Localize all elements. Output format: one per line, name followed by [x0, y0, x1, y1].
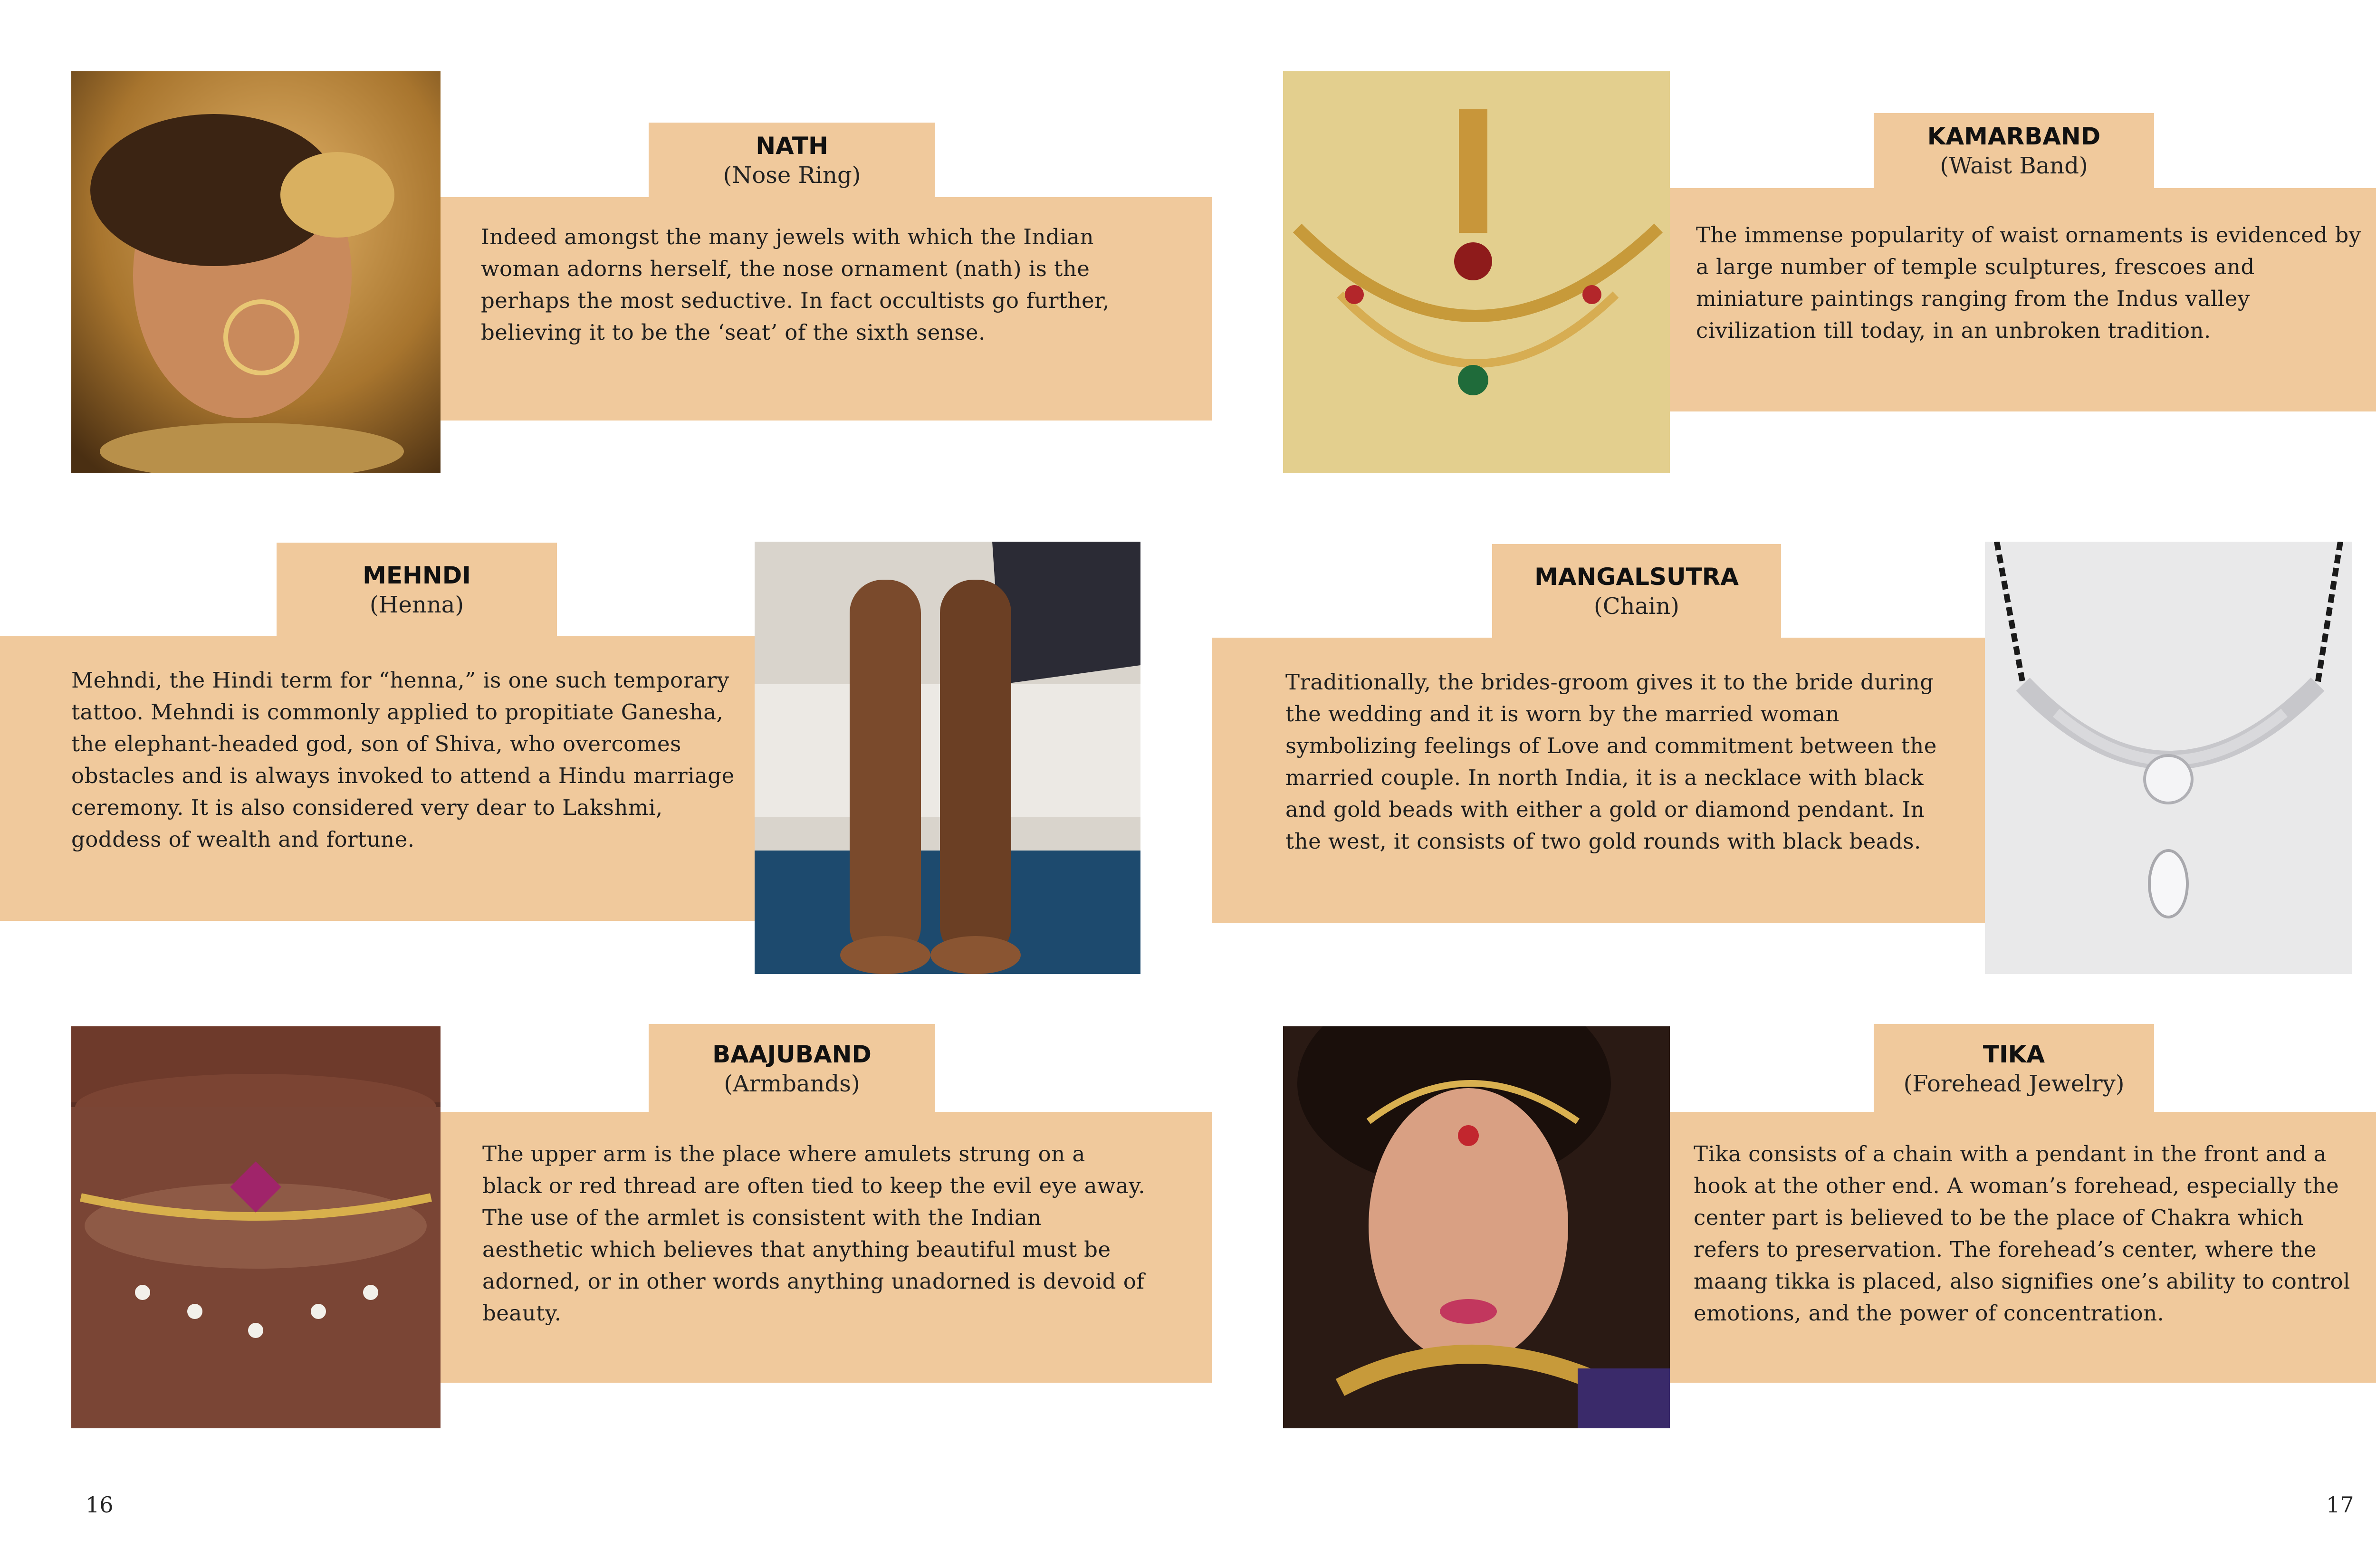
mangalsutra-text-panel	[1212, 638, 1985, 923]
mehndi-title-tab	[277, 543, 557, 638]
nath-photo	[71, 71, 441, 473]
nath-title: NATH	[756, 132, 828, 160]
mangalsutra-subtitle: (Chain)	[1594, 593, 1679, 620]
tika-text-panel	[1670, 1112, 2376, 1383]
kamarband-text-panel	[1670, 188, 2376, 411]
mangalsutra-title: MANGALSUTRA	[1534, 563, 1739, 591]
mehndi-text-panel	[0, 636, 755, 921]
mangalsutra-title-tab	[1492, 544, 1781, 639]
tika-body: Tika consists of a chain with a pendant in the front and a hook at the other end. A woman’s forehead, especially the center part is believed to be the place of Chakra which refers to preservation. The forehead’s center, where the maang tikka is placed, also signifies one’s ability to control emotions, and the power of concentration.	[1694, 1141, 2350, 1326]
kamarband-title-tab	[1874, 113, 2154, 189]
baajuband-text-panel	[441, 1112, 1212, 1383]
mangalsutra-body: Traditionally, the brides-groom gives it to the bride during the wedding and it is worn by the married woman symbolizing feelings of Love and commitment between the married couple. In north India, it is a necklace with black and gold beads with either a gold or diamond pendant. In the west, it consists of two gold rounds with black beads.	[1285, 669, 1937, 854]
tika-title: TIKA	[1983, 1040, 2045, 1068]
kamarband-photo	[1283, 71, 1670, 473]
kamarband-subtitle: (Waist Band)	[1940, 153, 2088, 180]
nath-body: Indeed amongst the many jewels with which the Indian woman adorns herself, the nose ornament (nath) is the perhaps the most seductive. In fact occultists go further, believing it to be the ‘seat’ of the sixth sense.	[481, 224, 1110, 345]
nath-title-tab	[649, 123, 935, 199]
baajuband-subtitle: (Armbands)	[724, 1071, 860, 1098]
page-number-right: 17	[2326, 1492, 2354, 1518]
nath-text-panel	[441, 197, 1212, 421]
page-number-left: 16	[86, 1492, 114, 1518]
nath-subtitle: (Nose Ring)	[723, 162, 861, 189]
baajuband-title: BAAJUBAND	[712, 1040, 872, 1068]
mehndi-body: Mehndi, the Hindi term for “henna,” is one such temporary tattoo. Mehndi is commonly applied to propitiate Ganesha, the elephant-headed god, son of Shiva, who overcomes obstacles and is always invoked to attend a Hindu marriage ceremony. It is also considered very dear to Lakshmi, goddess of wealth and fortune.	[71, 668, 735, 852]
baajuband-title-tab	[649, 1024, 935, 1114]
tika-title-tab	[1874, 1024, 2154, 1114]
mehndi-photo	[755, 542, 1140, 974]
baajuband-body: The upper arm is the place where amulets strung on a black or red thread are often tied to keep the evil eye away. The use of the armlet is consistent with the Indian aesthetic which believes that anything beautiful must be adorned, or in other words anything unadorned is devoid of beauty.	[482, 1141, 1146, 1326]
kamarband-title: KAMARBAND	[1927, 122, 2101, 150]
mangalsutra-photo	[1985, 542, 2352, 974]
baajuband-photo	[71, 1026, 441, 1428]
mehndi-title: MEHNDI	[363, 561, 471, 589]
tika-photo	[1283, 1026, 1670, 1428]
mehndi-subtitle: (Henna)	[369, 592, 464, 619]
tika-subtitle: (Forehead Jewelry)	[1903, 1071, 2125, 1098]
kamarband-body: The immense popularity of waist ornaments is evidenced by a large number of temple sculptures, frescoes and miniature paintings ranging from the Indus valley civilization till today, in an unbroken tradition.	[1696, 222, 2361, 343]
